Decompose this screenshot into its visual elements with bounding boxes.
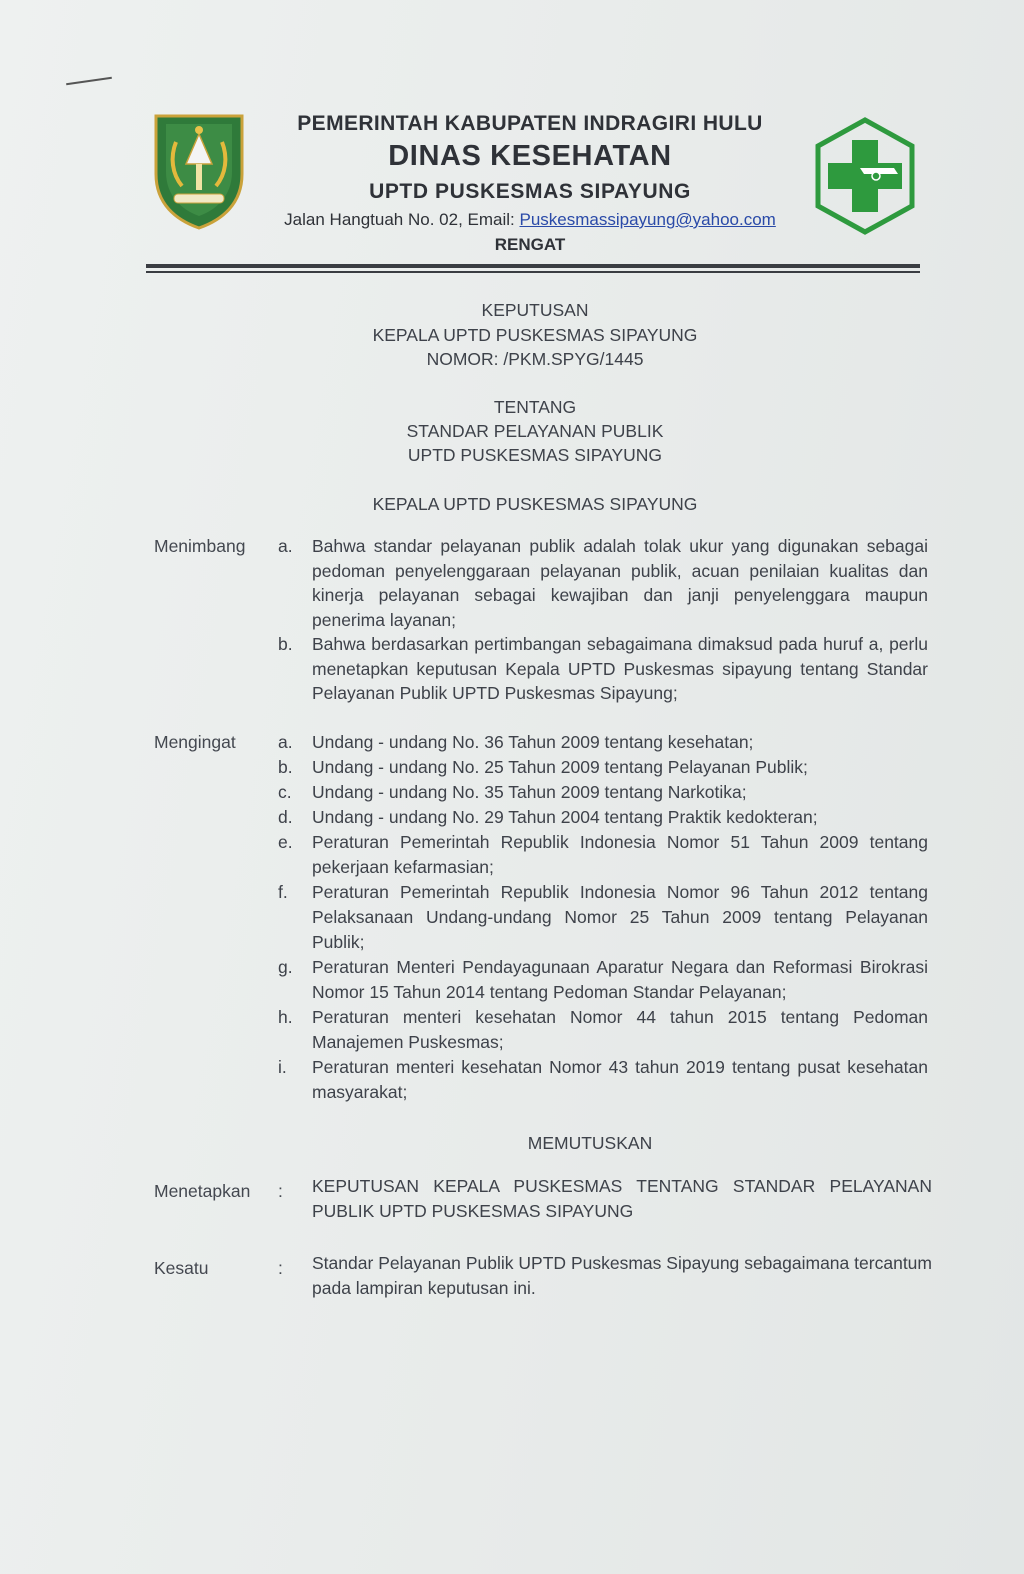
- mengingat-list: [278, 730, 928, 1105]
- letterhead-unit: UPTD PUSKESMAS SIPAYUNG: [369, 180, 691, 203]
- decision-issuer: KEPALA UPTD PUSKESMAS SIPAYUNG: [372, 325, 698, 345]
- menetapkan-colon: :: [278, 1181, 283, 1201]
- list-item: b. Undang - undang No. 25 Tahun 2009 tentang Pelayanan Publik;: [278, 757, 808, 777]
- kesatu-colon: :: [278, 1258, 283, 1278]
- about-heading: TENTANG: [493, 397, 577, 417]
- letterhead-address: Jalan Hangtuah No. 02, Email:: [284, 210, 515, 229]
- letterhead-address-line: [250, 210, 810, 230]
- mengingat-label: Mengingat: [154, 732, 236, 752]
- list-item: g. Peraturan Menteri Pendayagunaan Aparatur Negara dan Reformasi Birokrasi Nomor 15 Tahun 2014 tentang Pedoman Standar Pelayanan;: [278, 957, 928, 1002]
- letterhead-city: RENGAT: [494, 235, 566, 254]
- letterhead-divider-thick: [146, 264, 920, 268]
- letterhead-department: DINAS KESEHATAN: [388, 140, 672, 172]
- menetapkan-text: KEPUTUSAN KEPALA PUSKESMAS TENTANG STANDAR PELAYANAN PUBLIK UPTD PUSKESMAS SIPAYUNG: [312, 1176, 932, 1221]
- menimbang-label: Menimbang: [154, 536, 246, 556]
- authority-heading: KEPALA UPTD PUSKESMAS SIPAYUNG: [372, 494, 698, 514]
- list-item: f. Peraturan Pemerintah Republik Indonesia Nomor 96 Tahun 2012 tentang Pelaksanaan Undang-undang Nomor 25 Tahun 2009 tentang Pelayanan Publik;: [278, 882, 928, 952]
- kesatu-label: Kesatu: [154, 1258, 209, 1278]
- letterhead-email-link[interactable]: Puskesmassipayung@yahoo.com: [519, 210, 776, 229]
- decision-title: KEPUTUSAN: [481, 300, 589, 320]
- list-item: i. Peraturan menteri kesehatan Nomor 43 tahun 2019 tentang pusat kesehatan masyarakat;: [278, 1057, 928, 1102]
- regency-coat-of-arms-icon: [152, 112, 246, 230]
- list-item: a. Undang - undang No. 36 Tahun 2009 tentang kesehatan;: [278, 732, 754, 752]
- list-item: h. Peraturan menteri kesehatan Nomor 44 tahun 2015 tentang Pedoman Manajemen Puskesmas;: [278, 1007, 928, 1052]
- subject-line-1: STANDAR PELAYANAN PUBLIK: [406, 421, 664, 441]
- decision-number: NOMOR: /PKM.SPYG/1445: [426, 349, 644, 369]
- pen-stroke-mark: [66, 77, 112, 85]
- list-item: d. Undang - undang No. 29 Tahun 2004 tentang Praktik kedokteran;: [278, 807, 818, 827]
- list-item: e. Peraturan Pemerintah Republik Indonesia Nomor 51 Tahun 2009 tentang pekerjaan kefarmasian;: [278, 832, 928, 877]
- puskesmas-cross-icon: [812, 116, 918, 236]
- kesatu-text: Standar Pelayanan Publik UPTD Puskesmas Sipayung sebagaimana tercantum pada lampiran keputusan ini.: [312, 1253, 932, 1298]
- memutuskan-heading: MEMUTUSKAN: [527, 1133, 653, 1153]
- subject-line-2: UPTD PUSKESMAS SIPAYUNG: [407, 445, 663, 465]
- list-item: b. Bahwa berdasarkan pertimbangan sebagaimana dimaksud pada huruf a, perlu menetapkan keputusan Kepala UPTD Puskesmas sipayung tentang Standar Pelayanan Publik UPTD Puskesmas Sipayung;: [278, 634, 928, 703]
- list-item: a. Bahwa standar pelayanan publik adalah tolak ukur yang digunakan sebagai pedoman penyelenggaraan pelayanan publik, acuan penilaian kualitas dan kinerja pelayanan sebagai kewajiban dan janji penyelenggara maupun penerima layanan;: [278, 536, 928, 630]
- menetapkan-label: Menetapkan: [154, 1181, 251, 1201]
- letterhead-divider-thin: [146, 271, 920, 273]
- list-item: c. Undang - undang No. 35 Tahun 2009 tentang Narkotika;: [278, 782, 747, 802]
- letterhead-government: PEMERINTAH KABUPATEN INDRAGIRI HULU: [297, 112, 763, 135]
- menimbang-list: [278, 534, 928, 706]
